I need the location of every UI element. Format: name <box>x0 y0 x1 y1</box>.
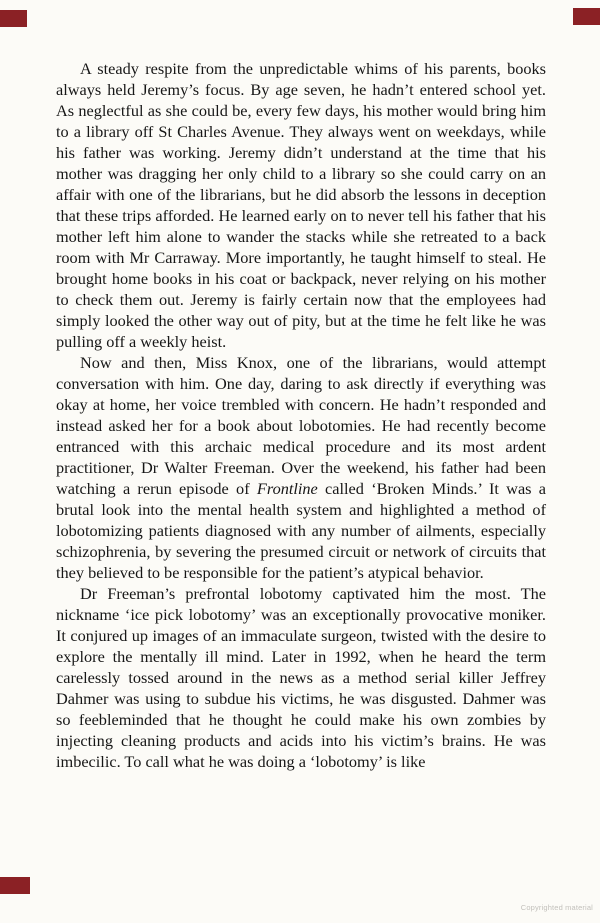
scan-marker-top-left <box>0 10 27 27</box>
text-segment: Dr Freeman’s prefrontal lobotomy captivated him the most. The nickname ‘ice pick lobotomy’ was an exceptionally provocative moniker. It conjured up images of an immaculate surgeon, twisted with the desire to explore the mentally ill mind. Later in 1992, when he heard the term carelessly tossed around in the news as a method serial killer Jeffrey Dahmer was using to subdue his victims, he was disgusted. Dahmer was so feebleminded that he thought he could make his own zombies by injecting cleaning products and acids into his victim’s brains. He was imbecilic. To call what he was doing a ‘lobotomy’ is like <box>56 584 546 771</box>
text-segment: called ‘Broken Minds.’ It was a brutal look into the mental health system and highlighted a method of lobotomizing patients diagnosed with any number of ailments, especially schizophrenia, by severing the presumed circuit or network of circuits that they believed to be responsible for the patient’s atypical behavior. <box>56 479 546 582</box>
text-segment: Frontline <box>256 479 318 498</box>
copyright-watermark: Copyrighted material <box>520 903 593 912</box>
paragraph <box>56 58 546 352</box>
paragraph <box>56 352 546 583</box>
scan-marker-bottom-left <box>0 877 30 894</box>
scan-marker-top-right <box>573 8 600 25</box>
page-text <box>56 58 546 772</box>
paragraph <box>56 583 546 772</box>
text-segment: Now and then, Miss Knox, one of the librarians, would attempt conversation with him. One day, daring to ask directly if everything was okay at home, her voice trembled with concern. He hadn’t responded and instead asked her for a book about lobotomies. He had recently become entranced with this archaic medical procedure and its most ardent practitioner, Dr Walter Freeman. Over the weekend, his father had been watching a rerun episode of <box>56 353 546 498</box>
text-segment: A steady respite from the unpredictable whims of his parents, books always held Jeremy’s focus. By age seven, he hadn’t entered school yet. As neglectful as she could be, every few days, his mother would bring him to a library off St Charles Avenue. They always went on weekdays, while his father was working. Jeremy didn’t understand at the time that his mother was dragging her only child to a library so she could carry on an affair with one of the librarians, but he did absorb the lessons in deception that these trips afforded. He learned early on to never tell his father that his mother left him alone to wander the stacks while she retreated to a back room with Mr Carraway. More importantly, he taught himself to steal. He brought home books in his coat or backpack, never relying on his mother to check them out. Jeremy is fairly certain now that the employees had simply looked the other way out of pity, but at the time he felt like he was pulling off a weekly heist. <box>56 59 546 351</box>
